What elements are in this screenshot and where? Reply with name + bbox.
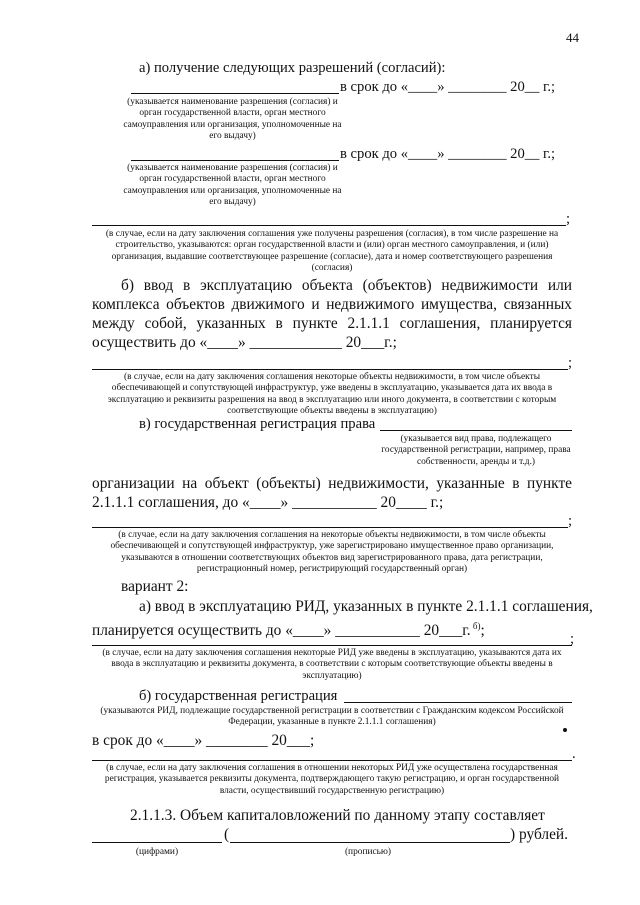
amount-words-label: (прописью)	[344, 847, 392, 857]
variant-2-b-line-1: б) государственная регистрация	[139, 688, 338, 704]
rights-registered-line[interactable]	[92, 527, 568, 528]
permission-name-line-1[interactable]	[131, 93, 339, 94]
amount-words-line[interactable]	[230, 842, 510, 843]
variant-2-a-line-2	[92, 617, 485, 640]
section-c-line-1: в) государственная регистрация права	[139, 416, 376, 432]
rid-registered-line[interactable]	[92, 760, 572, 761]
rights-registered-note: (в случае, если на дату заключения соглашения на некоторые объекты недвижимости, в том числе объекты обеспечивающей и сопутствующей инфраструктур, уже зарегистрировано имущественное право организации, указываются в отношении соответствующих объектов вид зарегистрированного права, дата регистрации, регистрационный номер, регистрирующий государственный орган)	[110, 530, 554, 575]
section-b-line-3: между собой, указанных в пункте 2.1.1.1 соглашения, планируется	[92, 315, 572, 332]
permission-1-deadline: в срок до «____» ________ 20__ г.;	[340, 79, 556, 95]
right-type-line[interactable]	[380, 430, 572, 431]
permission-2-note: (указывается наименование разрешения (согласия) и орган государственной власти, орган местного самоуправления или организация, уполномоченные на его выдачу)	[123, 163, 342, 208]
section-b-line-1: б) ввод в эксплуатацию объекта (объектов) недвижимости или	[121, 277, 572, 294]
rid-commissioned-note: (в случае, если на дату заключения соглашения некоторые РИД уже введены в эксплуатацию, указываются дата их ввода в эксплуатацию и реквизиты документа, в соответствии с которым соответствующие объекты введены в эксплуатацию)	[102, 648, 562, 681]
line-end-semicolon: ;	[570, 631, 575, 647]
section-c-line-3: 2.1.1.1 соглашения, до «____» ___________ 20____ г.;	[92, 494, 444, 511]
objects-commissioned-line[interactable]	[92, 369, 568, 370]
permission-2-deadline: в срок до «____» ________ 20__ г.;	[340, 146, 556, 162]
stray-mark	[563, 728, 567, 732]
permission-name-line-2[interactable]	[131, 160, 339, 161]
paren-open: (	[224, 826, 230, 843]
permissions-received-line[interactable]	[92, 225, 566, 226]
section-b-line-4: осуществить до «____» ____________ 20___г.;	[92, 334, 397, 351]
permissions-received-note: (в случае, если на дату заключения соглашения уже получены разрешения (согласия), в том числе разрешение на строительство, указываются: орган государственной власти и (или) орган местного самоуправления, и (или) организация, выдавшие соответствующее разрешение (согласие), дата и номер соответствующего разрешения (согласия)	[105, 229, 559, 274]
amount-digits-label: (цифрами)	[135, 847, 179, 857]
objects-commissioned-note: (в случае, если на дату заключения соглашения некоторые объекты недвижимости, в том числе объекты обеспечивающей и сопутствующей инфраструктур, уже введены в эксплуатацию, указывается дата их ввода в эксплуатацию и реквизиты разрешения на ввод в эксплуатацию или иного документа, в соответствии с которым соответствующие объекты введены в эксплуатацию)	[107, 372, 557, 417]
page-number: 44	[566, 30, 579, 45]
line-end-period: .	[572, 746, 576, 762]
variant-2-a-text: планируется осуществить до «____» ___________ 20___г.	[92, 622, 471, 640]
rid-registered-note: (в случае, если на дату заключения соглашения в отношении некоторых РИД уже осуществлена государственная регистрация, указывается реквизиты документа, подтверждающего такую регистрацию, и орган государственной власти, осуществивший государственную регистрацию)	[104, 763, 560, 796]
variant-2-a-tail: ;	[480, 622, 485, 640]
section-a-heading: а) получение следующих разрешений (согласий):	[139, 60, 446, 76]
line-end-semicolon: ;	[568, 355, 573, 371]
rid-commissioned-line[interactable]	[92, 645, 572, 646]
clause-2-1-1-3: 2.1.1.3. Объем капиталовложений по данному этапу составляет	[130, 807, 545, 824]
variant-2-b-line-2: в срок до «____» ________ 20___;	[92, 732, 315, 749]
amount-currency: ) рублей.	[510, 826, 568, 843]
rid-registration-line[interactable]	[344, 702, 572, 703]
variant-2-a-line-1: а) ввод в эксплуатацию РИД, указанных в пункте 2.1.1.1 соглашения,	[139, 598, 593, 615]
rid-registration-note: (указываются РИД, подлежащие государственной регистрации в соответствии с Гражданским кодексом Российской Федерации, указанные в пункте 2.1.1.1 соглашения)	[100, 706, 564, 728]
right-type-note: (указывается вид права, подлежащего государственной регистрации, например, права собственности, аренды и т.д.)	[381, 434, 571, 467]
line-end-semicolon: ;	[566, 211, 571, 227]
permission-1-note: (указывается наименование разрешения (согласия) и орган государственной власти, орган местного самоуправления или организация, уполномоченные на его выдачу)	[123, 97, 342, 142]
section-b-line-2: комплекса объектов движимого и недвижимого имущества, связанных	[92, 296, 572, 313]
variant-2-label: вариант 2:	[121, 578, 189, 595]
amount-digits-line[interactable]	[92, 842, 222, 843]
footnote-ref[interactable]: б)	[470, 621, 481, 631]
section-c-line-2: организации на объект (объекты) недвижимости, указанные в пункте	[92, 475, 572, 492]
line-end-semicolon: ;	[568, 513, 573, 529]
